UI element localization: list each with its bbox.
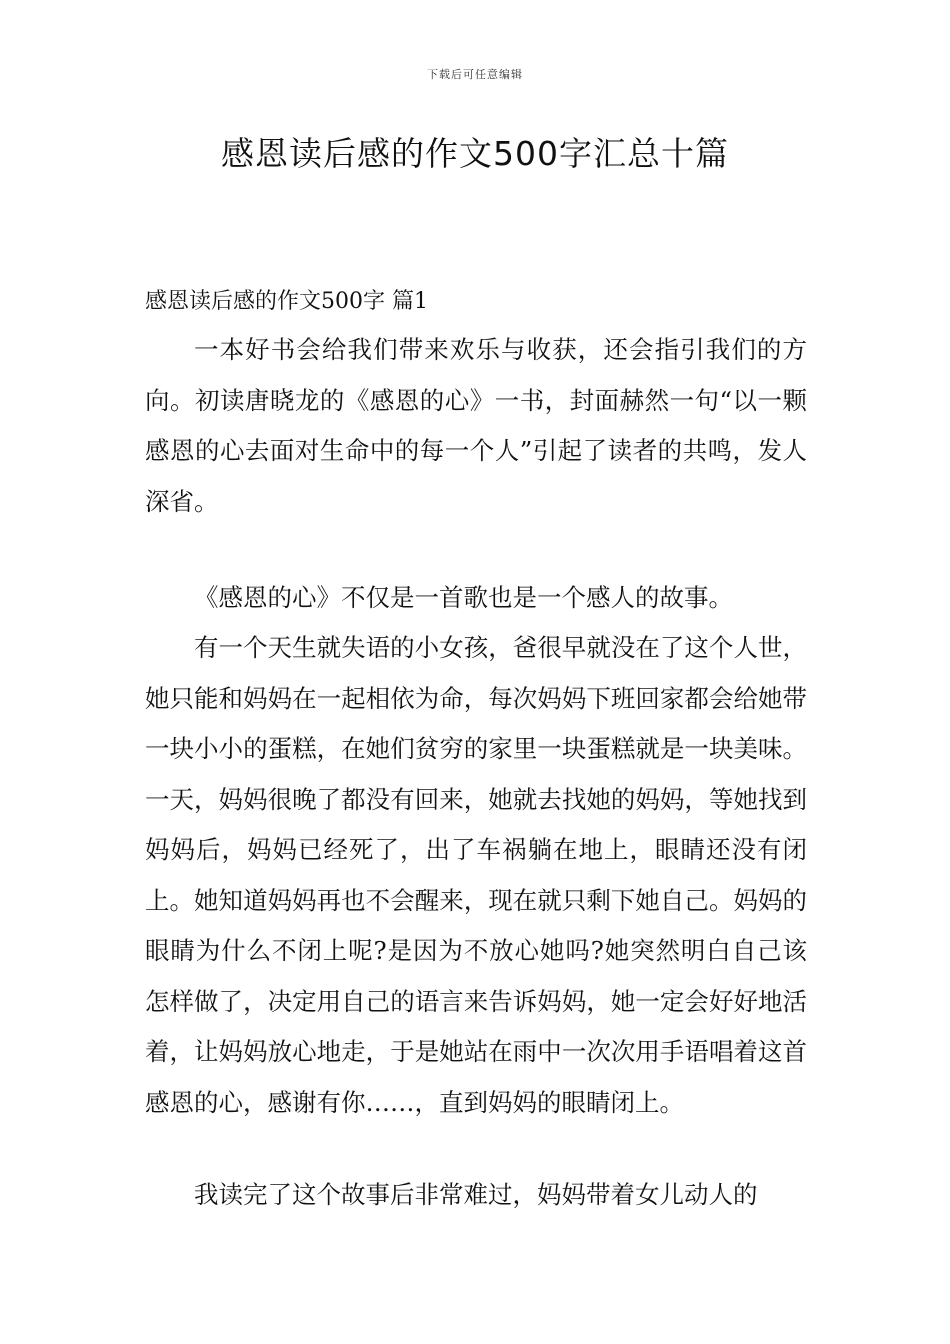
paragraph: 我读完了这个故事后非常难过，妈妈带着女儿动人的	[194, 1180, 758, 1209]
header-note: 下载后可任意编辑	[427, 68, 523, 81]
paragraph: 一本好书会给我们带来欢乐与收获，还会指引我们的方向。初读唐晓龙的《感恩的心》一书，封面赫然一句“以一颗感恩的心去面对生命中的每一个人”引起了读者的共鸣，发人深省。	[145, 335, 807, 516]
document-title: 感恩读后感的作文500字汇总十篇	[221, 134, 729, 173]
section-heading: 感恩读后感的作文500字 篇1	[145, 289, 428, 314]
paragraph: 有一个天生就失语的小女孩，爸很早就没在了这个人世，她只能和妈妈在一起相依为命，每次妈妈下班回家都会给她带一块小小的蛋糕，在她们贫穷的家里一块蛋糕就是一块美味。一天，妈妈很晚了都没有回来，她就去找她的妈妈，等她找到妈妈后，妈妈已经死了，出了车祸躺在地上，眼睛还没有闭上。她知道妈妈再也不会醒来，现在就只剩下她自己。妈妈的眼睛为什么不闭上呢?是因为不放心她吗?她突然明白自己该怎样做了，决定用自己的语言来告诉妈妈，她一定会好好地活着，让妈妈放心地走，于是她站在雨中一次次用手语唱着这首感恩的心，感谢有你……，直到妈妈的眼睛闭上。	[145, 633, 807, 1117]
paragraph: 《感恩的心》不仅是一首歌也是一个感人的故事。	[194, 583, 733, 612]
